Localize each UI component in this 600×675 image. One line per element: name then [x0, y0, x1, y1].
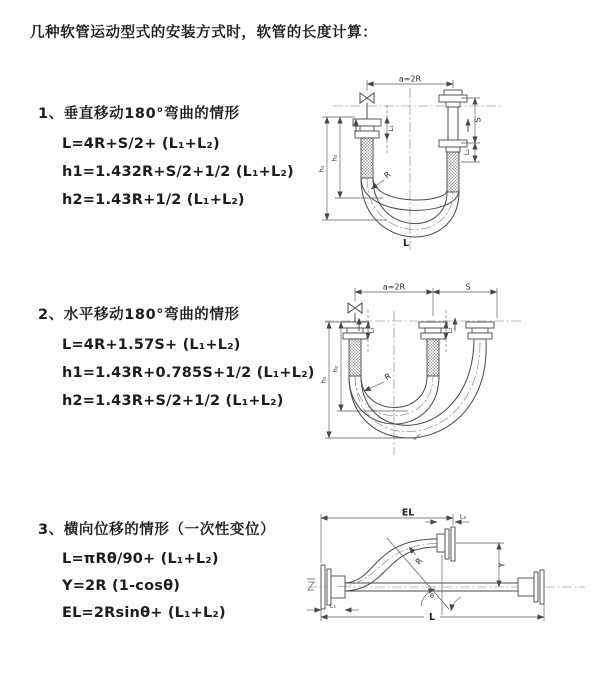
right-flange — [518, 570, 544, 604]
right-pipe-flange — [439, 90, 467, 192]
section-1-heading: 1、垂直移动180°弯曲的情形 — [38, 106, 240, 122]
dimension-el — [321, 507, 453, 567]
dim-label-theta: θ — [430, 592, 434, 600]
formula-L: L=4R+S/2+ (L₁+L₂) — [62, 136, 220, 152]
section-1-formulas — [62, 130, 294, 214]
dim-label-l1: L₁ — [329, 601, 337, 610]
dim-label-a2r: a=2R — [398, 74, 422, 84]
radius-and-angle — [387, 538, 461, 615]
dim-label-l1: L₁ — [387, 125, 395, 132]
dim-label-h1: h₁ — [317, 165, 326, 173]
radius-leader — [364, 371, 393, 391]
dimension-l1 — [307, 602, 359, 611]
diagram-horizontal-180-bend — [316, 283, 568, 465]
valve-icon — [348, 303, 362, 322]
dimension-l1 — [387, 105, 395, 153]
dim-label-r: R — [383, 371, 393, 383]
formula-L: L=4R+1.57S+ (L₁+L₂) — [62, 337, 241, 353]
dim-label-l2: L₂ — [463, 148, 471, 156]
formula-L: L=πRθ/90+ (L₁+L₂) — [62, 551, 219, 567]
dimension-a2r — [355, 283, 497, 319]
dim-label-l2: L₂ — [445, 327, 454, 334]
upper-flange — [437, 527, 455, 561]
dim-label-y: Y — [497, 562, 507, 568]
right-pipe-flange-moved — [466, 322, 494, 339]
section-vertical-movement — [38, 102, 294, 214]
formula-EL: EL=2Rsinθ+ (L₁+L₂) — [62, 605, 226, 621]
formula-h2: h2=1.43R+1/2 (L₁+L₂) — [62, 192, 245, 208]
centerline-break-mark — [307, 579, 315, 590]
dimension-s — [461, 98, 483, 162]
radius-leader — [371, 170, 393, 189]
section-3-heading: 3、横向位移的情形（一次性变位） — [38, 522, 276, 538]
formula-h1: h1=1.43R+0.785S+1/2 (L₁+L₂) — [62, 365, 315, 381]
dim-label-l1: L₁ — [367, 327, 376, 334]
dim-label-a2r: a=2R — [382, 282, 406, 292]
diagram-lateral-displacement — [303, 503, 595, 651]
dim-label-l2: L₂ — [459, 512, 467, 521]
dim-label-l: L — [428, 612, 436, 623]
section-2-heading: 2、水平移动180°弯曲的情形 — [38, 307, 240, 323]
left-pipe-flange — [341, 322, 369, 376]
middle-pipe-flange — [419, 322, 447, 376]
section-3-formulas — [62, 546, 275, 627]
dim-label-h1: h₁ — [319, 376, 328, 384]
dimension-l2 — [425, 513, 469, 523]
dimension-l — [321, 601, 544, 623]
formula-h2: h2=1.43R+S/2+1/2 (L₁+L₂) — [62, 393, 284, 409]
dimension-l1 — [368, 310, 376, 354]
section-2-formulas — [62, 331, 315, 415]
dim-label-r: R — [382, 169, 393, 181]
dimension-y — [456, 543, 507, 587]
diagram-vertical-180-bend — [313, 74, 571, 256]
dim-label-h2: h₂ — [330, 154, 339, 162]
section-horizontal-movement — [38, 303, 315, 415]
dimension-l2 — [446, 310, 454, 354]
formula-Y: Y=2R (1-cosθ) — [62, 578, 181, 594]
hose-u-moved — [349, 340, 486, 438]
dim-label-s: S — [473, 117, 483, 123]
dim-label-s: S — [465, 282, 471, 292]
dim-label-h2: h₂ — [331, 365, 340, 373]
dim-label-el: EL — [401, 507, 415, 519]
section-lateral-displacement — [38, 518, 275, 627]
dim-label-r: R — [413, 556, 425, 567]
dim-label-l: L — [402, 238, 410, 249]
formula-h1: h1=1.432R+S/2+1/2 (L₁+L₂) — [62, 164, 294, 180]
left-pipe-flange — [353, 119, 381, 178]
page-title: 几种软管运动型式的安装方式时，软管的长度计算： — [30, 25, 378, 41]
